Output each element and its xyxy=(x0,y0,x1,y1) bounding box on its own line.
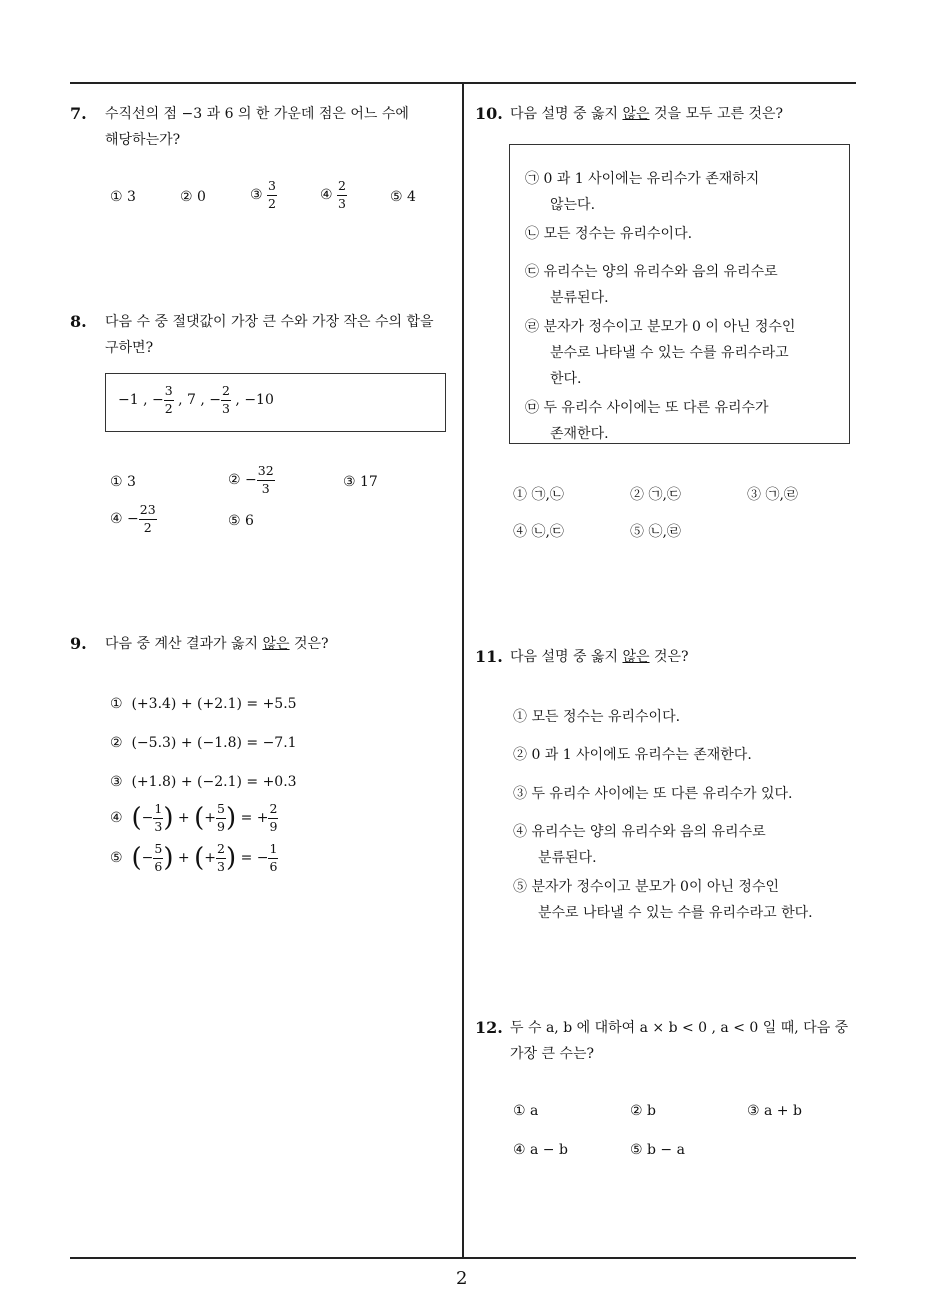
choice-3[interactable]: ③ ㉠,㉣ xyxy=(747,487,798,503)
choice-2[interactable]: ② ㉠,㉢ xyxy=(630,487,681,503)
choice-3[interactable]: ③ (+1.8) + (−2.1) = +0.3 xyxy=(110,774,297,790)
choice-5[interactable]: ⑤ ㉡,㉣ xyxy=(630,524,681,540)
bottom-rule xyxy=(70,1257,856,1259)
statement-cont: 분수로 나타낼 수 있는 수를 유리수라고 xyxy=(550,345,789,361)
question-number: 11. xyxy=(475,647,503,666)
fraction: $\frac{3}{2}$ xyxy=(268,178,276,211)
choice-2[interactable]: ② 0 xyxy=(180,189,206,205)
choice-1[interactable]: ① 3 xyxy=(110,474,136,490)
question-number: 12. xyxy=(475,1018,503,1037)
choice-3[interactable]: ③ 두 유리수 사이에는 또 다른 유리수가 있다. xyxy=(513,786,793,802)
choice-1[interactable]: ① 모든 정수는 유리수이다. xyxy=(513,709,681,725)
fraction: $\frac{23}{2}$ xyxy=(139,502,156,535)
choice-3[interactable]: ③ a + b xyxy=(747,1103,802,1119)
question-text: 다음 설명 중 옳지 않은 것은? xyxy=(510,649,689,665)
choice-5-cont: 분수로 나타낼 수 있는 수를 유리수라고 한다. xyxy=(538,905,813,921)
choice-1[interactable]: ① a xyxy=(513,1103,539,1119)
choice-5[interactable]: ⑤ (− $\frac{5}{6}$ ) + (+ $\frac{2}{3}$ ) = − $\frac{1}{6}$ xyxy=(110,841,278,874)
question-text: 두 수 a, b 에 대하여 a × b < 0 , a < 0 일 때, 다음 중 xyxy=(510,1020,849,1036)
question-number: 10. xyxy=(475,104,503,123)
choice-4[interactable]: ④ 유리수는 양의 유리수와 음의 유리수로 xyxy=(513,824,766,840)
choice-2[interactable]: ② (−5.3) + (−1.8) = −7.1 xyxy=(110,735,297,751)
question-text: 다음 설명 중 옳지 않은 것을 모두 고른 것은? xyxy=(510,106,784,122)
question-number: 7. xyxy=(70,104,87,123)
question-number: 9. xyxy=(70,634,87,653)
choice-5[interactable]: ⑤ b − a xyxy=(630,1142,685,1158)
statement-cont: 않는다. xyxy=(550,197,596,213)
question-number: 8. xyxy=(70,312,87,331)
question-text: 다음 중 계산 결과가 옳지 않은 것은? xyxy=(105,636,329,652)
choice-2[interactable]: ② 0 과 1 사이에도 유리수는 존재한다. xyxy=(513,747,752,763)
choice-1[interactable]: ① 3 xyxy=(110,189,136,205)
statement-cont: 한다. xyxy=(550,371,582,387)
choice-2[interactable]: ② − $\frac{32}{3}$ xyxy=(228,463,274,496)
statement: ㉢ 유리수는 양의 유리수와 음의 유리수로 xyxy=(525,264,778,280)
choice-2[interactable]: ② b xyxy=(630,1103,656,1119)
fraction: $\frac{32}{3}$ xyxy=(257,463,274,496)
statement-cont: 존재한다. xyxy=(550,426,609,442)
number-list: −1 , − $\frac{3}{2}$ , 7 , − $\frac{2}{3}$ , −10 xyxy=(118,383,274,416)
statement: ㉣ 분자가 정수이고 분모가 0 이 아닌 정수인 xyxy=(525,319,796,335)
statement-cont: 분류된다. xyxy=(550,290,609,306)
page-number: 2 xyxy=(456,1268,468,1289)
question-text: 구하면? xyxy=(105,340,154,356)
choice-1[interactable]: ① ㉠,㉡ xyxy=(513,487,564,503)
choice-4[interactable]: ④ a − b xyxy=(513,1142,568,1158)
choice-4[interactable]: ④ ㉡,㉢ xyxy=(513,524,564,540)
choice-1[interactable]: ① (+3.4) + (+2.1) = +5.5 xyxy=(110,696,297,712)
choice-4[interactable]: ④ $\frac{2}{3}$ xyxy=(320,178,346,211)
question-text: 다음 수 중 절댓값이 가장 큰 수와 가장 작은 수의 합을 xyxy=(105,314,434,330)
column-divider xyxy=(462,82,464,1258)
question-text: 해당하는가? xyxy=(105,132,181,148)
choice-3[interactable]: ③ 17 xyxy=(343,474,378,490)
choice-5[interactable]: ⑤ 6 xyxy=(228,513,254,529)
choice-5[interactable]: ⑤ 분자가 정수이고 분모가 0이 아닌 정수인 xyxy=(513,879,779,895)
statement: ㉠ 0 과 1 사이에는 유리수가 존재하지 xyxy=(525,171,760,187)
choice-4-cont: 분류된다. xyxy=(538,850,597,866)
choice-3[interactable]: ③ $\frac{3}{2}$ xyxy=(250,178,276,211)
statement: ㉡ 모든 정수는 유리수이다. xyxy=(525,226,693,242)
choice-4[interactable]: ④ − $\frac{23}{2}$ xyxy=(110,502,156,535)
question-text: 가장 큰 수는? xyxy=(510,1046,595,1062)
choice-5[interactable]: ⑤ 4 xyxy=(390,189,416,205)
question-text: 수직선의 점 −3 과 6 의 한 가운데 점은 어느 수에 xyxy=(105,106,409,122)
choice-4[interactable]: ④ (− $\frac{1}{3}$ ) + (+ $\frac{5}{9}$ ) = + $\frac{2}{9}$ xyxy=(110,801,278,834)
fraction: $\frac{2}{3}$ xyxy=(338,178,346,211)
statement: ㉤ 두 유리수 사이에는 또 다른 유리수가 xyxy=(525,400,769,416)
